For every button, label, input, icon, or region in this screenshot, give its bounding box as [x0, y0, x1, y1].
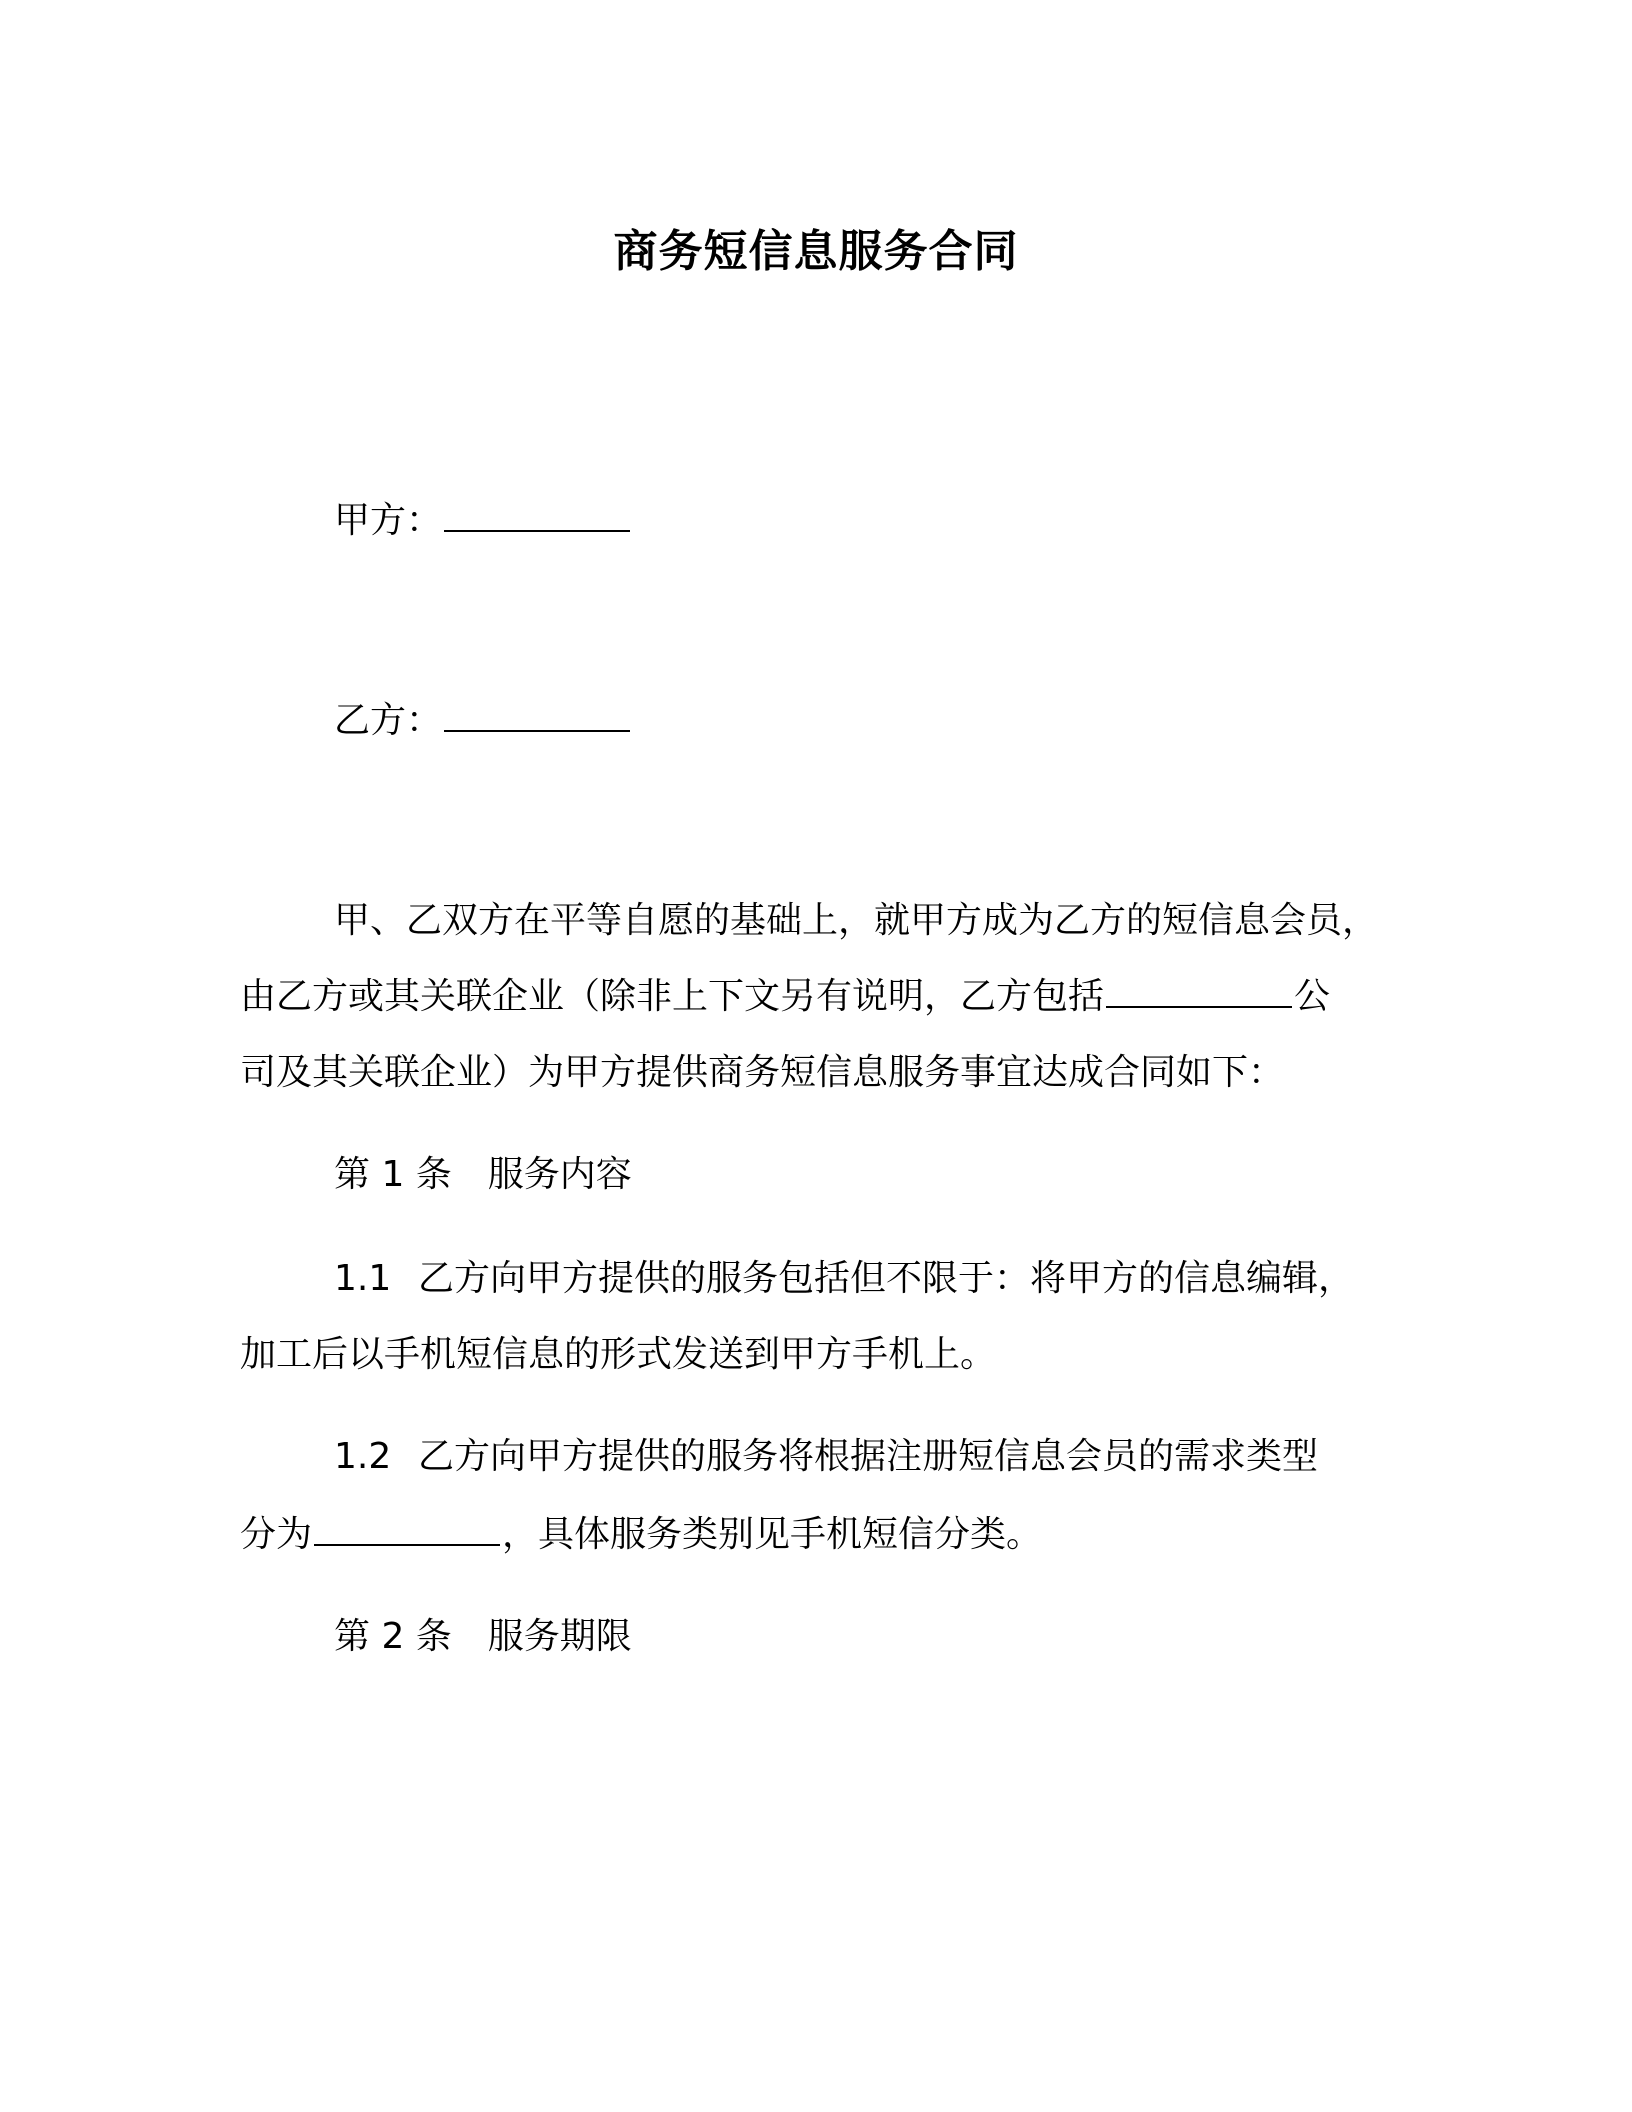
- clause-1-1-number: 1.1: [334, 1258, 392, 1299]
- party-b-line: [334, 696, 632, 746]
- article-2-label: 第 2 条: [334, 1616, 452, 1657]
- clause-1-2-type-blank: [314, 1516, 500, 1546]
- document-title: 商务短信息服务合同: [613, 226, 1019, 277]
- article-2-heading: [334, 1612, 632, 1662]
- preamble-line-3: 司及其关联企业）为甲方提供商务短信息服务事宜达成合同如下：: [240, 1052, 1285, 1093]
- party-a-line: [334, 496, 632, 546]
- preamble-line-1: 甲、乙双方在平等自愿的基础上，就甲方成为乙方的短信息会员，: [334, 900, 1379, 941]
- clause-1-2-line-1: [334, 1432, 1318, 1482]
- article-1-title: 服务内容: [487, 1154, 632, 1195]
- clause-1-2-text-1: 乙方向甲方提供的服务将根据注册短信息会员的需求类型: [418, 1436, 1319, 1477]
- preamble-company-blank: [1106, 978, 1292, 1008]
- article-2-title: 服务期限: [487, 1616, 632, 1657]
- party-a-blank: [444, 502, 630, 532]
- clause-1-1-line-1: [334, 1254, 1354, 1304]
- clause-1-1-text-1: 乙方向甲方提供的服务包括但不限于：将甲方的信息编辑，: [418, 1258, 1355, 1299]
- article-1-label: 第 1 条: [334, 1154, 452, 1195]
- preamble-line-2: [240, 972, 1330, 1022]
- party-b-blank: [444, 702, 630, 732]
- party-a-label: 甲方：: [334, 500, 443, 541]
- preamble-line-2-text: 由乙方或其关联企业（除非上下文另有说明，乙方包括: [240, 976, 1105, 1017]
- clause-1-2-number: 1.2: [334, 1436, 392, 1477]
- clause-1-1-line-2: 加工后以手机短信息的形式发送到甲方手机上。: [240, 1334, 997, 1375]
- article-1-heading: [334, 1150, 632, 1200]
- clause-1-2-line-2: [240, 1510, 1042, 1560]
- party-b-label: 乙方：: [334, 700, 443, 741]
- clause-1-2-text-2: 分为: [240, 1514, 313, 1555]
- preamble-line-2-suffix: 公: [1294, 976, 1331, 1017]
- clause-1-2-text-3: ，具体服务类别见手机短信分类。: [502, 1514, 1043, 1555]
